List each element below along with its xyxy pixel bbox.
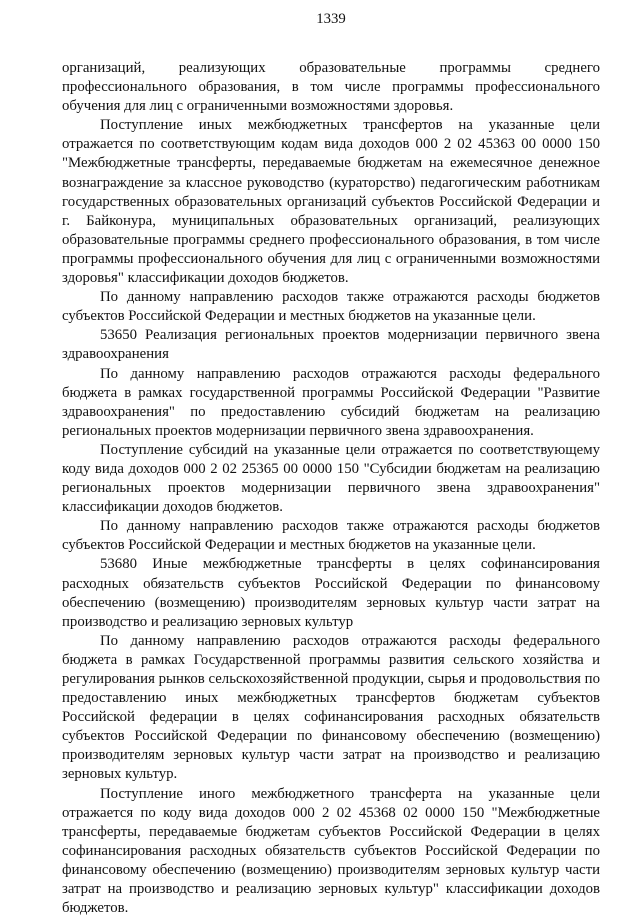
- heading-53680: 53680 Иные межбюджетные трансферты в целях софинансирования расходных обязательств субъектов Российской Федерации по финансовому обеспечению (возмещению) производителям зерновых культур части затрат на производство и реализацию зерновых культур: [62, 556, 600, 630]
- paragraph-income-subsidies-53650: Поступление субсидий на указанные цели отражается по соответствующему коду вида доходов 000 2 02 25365 00 0000 150 "Субсидии бюджетам на реализацию региональных проектов модернизации первичного звена здравоохранения" классификации доходов бюджетов.: [62, 441, 600, 516]
- paragraph-regional-expenses-2: По данному направлению расходов также отражаются расходы бюджетов субъектов Российской Федерации и местных бюджетов на указанные цели.: [62, 518, 600, 554]
- paragraph-regional-expenses-1: По данному направлению расходов также отражаются расходы бюджетов субъектов Российской Федерации и местных бюджетов на указанные цели.: [62, 289, 600, 325]
- paragraph-income-transfers-53630: Поступление иных межбюджетных трансфертов на указанные цели отражается по соответствующим кодам вида доходов 000 2 02 45363 00 0000 150 "Межбюджетные трансферты, передаваемые бюджетам на ежемесячное денежное вознаграждение за классное руководство (кураторство) педагогическим работникам государственных образовательных организаций субъектов Российской Федерации и г. Байконура, муниципальных образовательных организаций, реализующих образовательные программы среднего профессионального образования, в том числе программы профессионального обучения для лиц с ограниченными возможностями здоровья" классификации доходов бюджетов.: [62, 117, 600, 287]
- heading-53650: 53650 Реализация региональных проектов модернизации первичного звена здравоохранения: [62, 327, 600, 363]
- paragraph-federal-expenses-53680: По данному направлению расходов отражаются расходы федерального бюджета в рамках Государственной программы развития сельского хозяйства и регулирования рынков сельскохозяйственной продукции, сырья и продовольствия по предоставлению иных межбюджетных трансфертов бюджетам субъектов Российской федерации в целях софинансирования расходных обязательств субъектов Российской Федерации по финансовому обеспечению (возмещению) производителям зерновых культур части затрат на производство и реализацию зерновых культур.: [62, 632, 600, 783]
- paragraph-continuation: организаций, реализующих образовательные программы среднего профессионального образования, в том числе программы профессионального обучения для лиц с ограниченными возможностями здоровья.: [62, 60, 600, 115]
- paragraph-federal-expenses-53650: По данному направлению расходов отражаются расходы федерального бюджета в рамках государственной программы Российской Федерации "Развитие здравоохранения" по предоставлению субсидий бюджетам на реализацию региональных проектов модернизации первичного звена здравоохранения.: [62, 365, 600, 439]
- paragraph-income-transfer-53680: Поступление иного межбюджетного трансферта на указанные цели отражается по коду вида доходов 000 2 02 45368 02 0000 150 "Межбюджетные трансферты, передаваемые бюджетам субъектов Российской Федерации в целях софинансирования расходных обязательств субъектов Российской Федерации по финансовому обеспечению (возмещению) производителям зерновых культур части затрат на производство и реализацию зерновых культур" классификации доходов бюджетов.: [62, 785, 600, 917]
- page-number: 1339: [316, 11, 346, 27]
